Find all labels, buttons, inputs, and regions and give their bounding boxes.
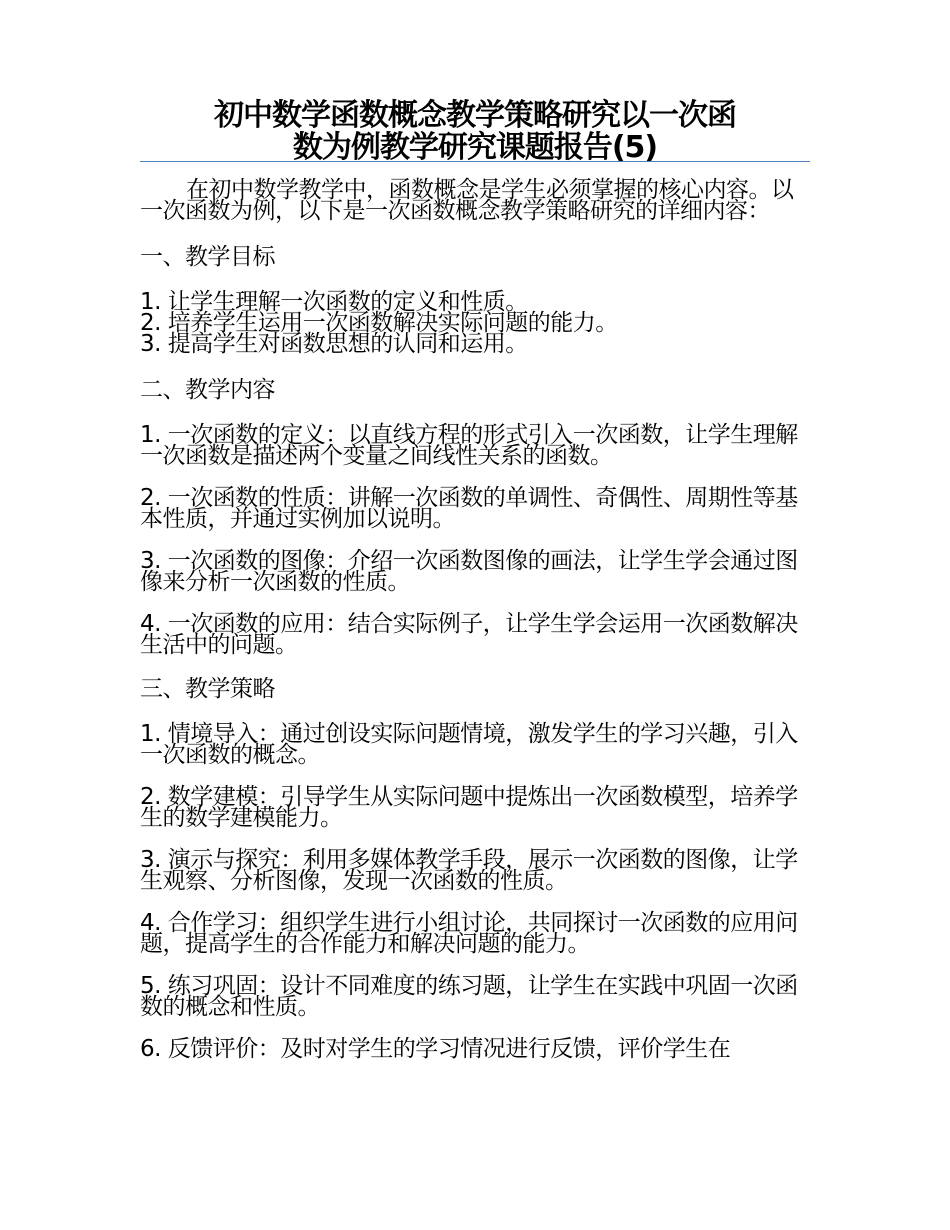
title-underline	[140, 161, 810, 162]
document-title	[140, 100, 810, 164]
content-item: 4. 一次函数的应用：结合实际例子，让学生学会运用一次函数解决生活中的问题。	[140, 611, 798, 658]
content-item: 2. 一次函数的性质：讲解一次函数的单调性、奇偶性、周期性等基本性质，并通过实例加以说明。	[140, 485, 798, 532]
strategy-item: 5. 练习巩固：设计不同难度的练习题，让学生在实践中巩固一次函数的概念和性质。	[140, 973, 798, 1020]
strategy-item: 6. 反馈评价：及时对学生的学习情况进行反馈，评价学生在	[140, 1036, 731, 1062]
strategy-item: 2. 数学建模：引导学生从实际问题中提炼出一次函数模型，培养学生的数学建模能力。	[140, 784, 798, 831]
content-item: 1. 一次函数的定义：以直线方程的形式引入一次函数，让学生理解一次函数是描述两个变量之间线性关系的函数。	[140, 422, 798, 469]
strategy-item: 4. 合作学习：组织学生进行小组讨论，共同探讨一次函数的应用问题，提高学生的合作能力和解决问题的能力。	[140, 910, 798, 957]
document-body	[140, 177, 810, 1062]
section-heading-goals: 一、教学目标	[140, 244, 275, 270]
strategy-item: 1. 情境导入：通过创设实际问题情境，激发学生的学习兴趣，引入一次函数的概念。	[140, 721, 798, 768]
title-line-1: 初中数学函数概念教学策略研究以一次函	[214, 98, 736, 133]
goal-item: 3. 提高学生对函数思想的认同和运用。	[140, 331, 528, 357]
strategy-item: 3. 演示与探究：利用多媒体教学手段，展示一次函数的图像，让学生观察、分析图像，发现一次函数的性质。	[140, 847, 798, 894]
section-heading-strategies: 三、教学策略	[140, 676, 275, 702]
goal-item: 1. 让学生理解一次函数的定义和性质。	[140, 289, 528, 315]
intro-paragraph: 在初中数学教学中，函数概念是学生必须掌握的核心内容。以一次函数为例，以下是一次函数概念教学策略研究的详细内容：	[140, 177, 794, 224]
section-heading-content: 二、教学内容	[140, 377, 275, 403]
goal-item: 2. 培养学生运用一次函数解决实际问题的能力。	[140, 310, 618, 336]
content-item: 3. 一次函数的图像：介绍一次函数图像的画法，让学生学会通过图像来分析一次函数的性质。	[140, 548, 798, 595]
title-line-2: 数为例教学研究课题报告(5)	[292, 130, 658, 165]
